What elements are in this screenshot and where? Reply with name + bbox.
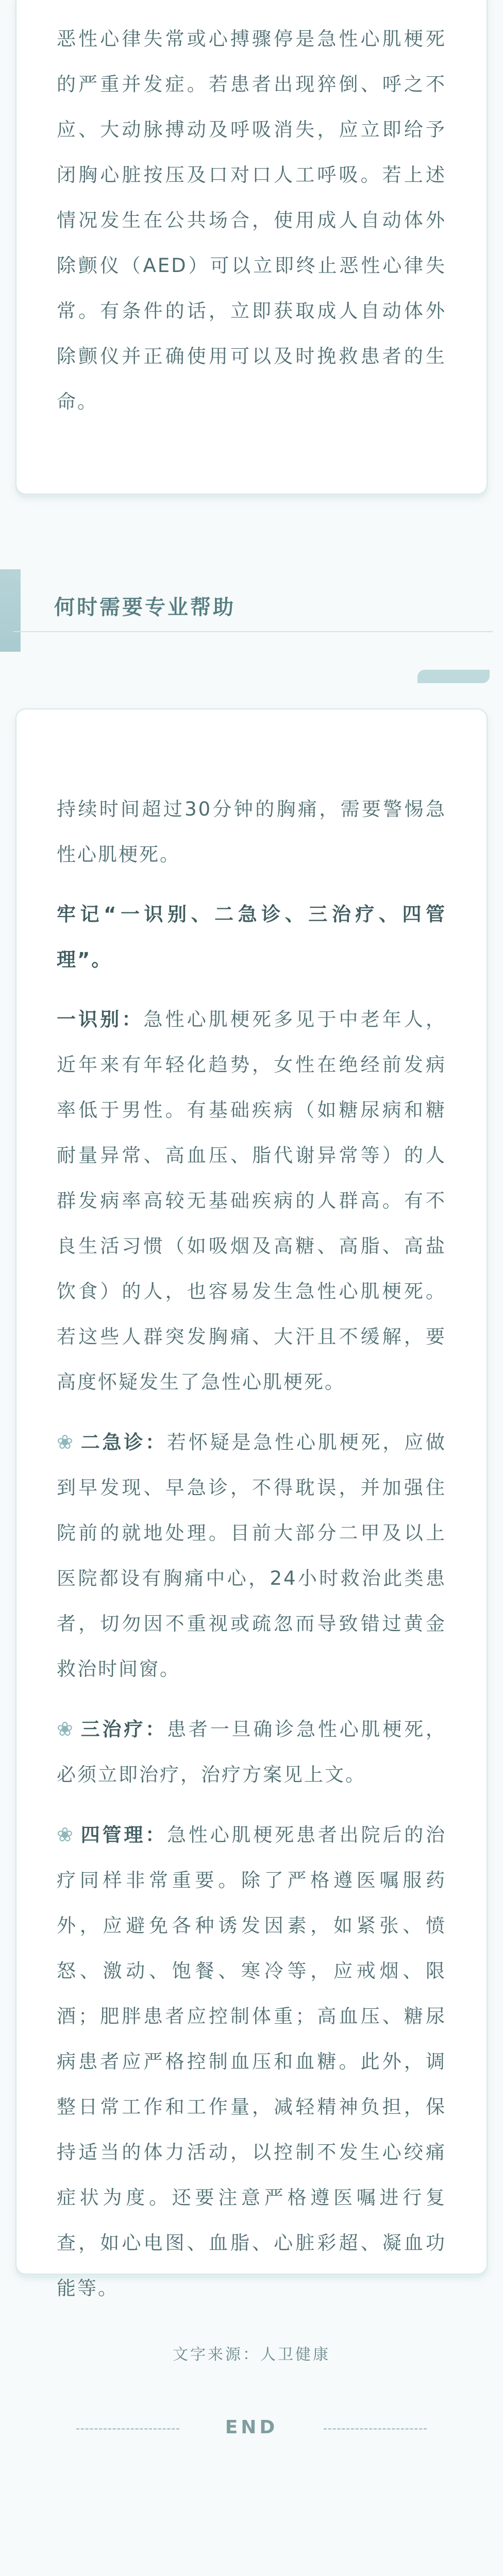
step-emergency-label: 二急诊： <box>80 1431 167 1453</box>
flower-icon: ❀ <box>57 1718 76 1740</box>
intro-card <box>15 0 488 495</box>
end-marker <box>0 2414 503 2445</box>
step-emergency-text: 若怀疑是急性心肌梗死，应做到早发现、早急诊，不得耽误，并加强住院前的就地处理。目前大部分二甲及以上医院都设有胸痛中心，24小时救治此类患者，切勿因不重视或疏忽而导致错过黄金救治时间窗。 <box>57 1431 447 1680</box>
end-divider-right <box>324 2428 427 2430</box>
chest-pain-warning: 持续时间超过30分钟的胸痛，需要警惕急性心肌梗死。 <box>57 798 446 866</box>
step-identify-text: 急性心肌梗死多见于中老年人，近年来有年轻化趋势，女性在绝经前发病率低于男性。有基础疾病（如糖尿病和糖耐量异常、高血压、脂代谢异常等）的人群发病率高较无基础疾病的人群高。有不良生活习惯（如吸烟及高糖、高脂、高盐饮食）的人，也容易发生急性心肌梗死。若这些人群突发胸痛、大汗且不缓解，要高度怀疑发生了急性心肌梗死。 <box>57 1008 447 1393</box>
flower-icon: ❀ <box>57 1823 76 1846</box>
four-steps-motto: 牢记“一识别、二急诊、三治疗、四管理”。 <box>57 903 446 971</box>
help-card <box>15 708 488 2299</box>
header-divider <box>13 631 493 632</box>
step-treatment-text: 患者一旦确诊急性心肌梗死，必须立即治疗，治疗方案见上文。 <box>57 1718 447 1786</box>
section-header <box>0 569 503 683</box>
intro-paragraph: 恶性心律失常或心搏骤停是急性心肌梗死的严重并发症。若患者出现猝倒、呼之不应、大动脉搏动及呼吸消失，应立即给予闭胸心脏按压及口对口人工呼吸。若上述情况发生在公共场合，使用成人自动体外除颤仪（AED）可以立即终止恶性心律失常。有条件的话，立即获取成人自动体外除颤仪并正确使用可以及时挽救患者的生命。 <box>57 28 446 413</box>
section-title: 何时需要专业帮助 <box>54 596 236 619</box>
text-source: 文字来源：人卫健康 <box>173 2346 330 2364</box>
step-identify <box>57 997 446 1405</box>
step-treatment-label: 三治疗： <box>80 1718 167 1740</box>
step-management-text: 急性心肌梗死患者出院后的治疗同样非常重要。除了严格遵医嘱服药外，应避免各种诱发因素，如紧张、愤怒、激动、饱餐、寒冷等，应戒烟、限酒；肥胖患者应控制体重；高血压、糖尿病患者应严格控制血压和血糖。此外，调整日常工作和工作量，减轻精神负担，保持适当的体力活动，以控制不发生心绞痛症状为度。还要注意严格遵医嘱进行复查，如心电图、血脂、心脏彩超、凝血功能等。 <box>57 1824 447 2299</box>
step-treatment <box>57 1706 446 1798</box>
step-emergency <box>57 1419 446 1692</box>
step-management <box>57 1812 446 2311</box>
end-label: END <box>225 2417 278 2438</box>
step-identify-label: 一识别： <box>57 1008 144 1030</box>
header-accent-bar <box>0 569 21 652</box>
flower-icon: ❀ <box>57 1431 76 1453</box>
header-corner-accent <box>417 670 490 683</box>
step-management-label: 四管理： <box>80 1824 167 1846</box>
